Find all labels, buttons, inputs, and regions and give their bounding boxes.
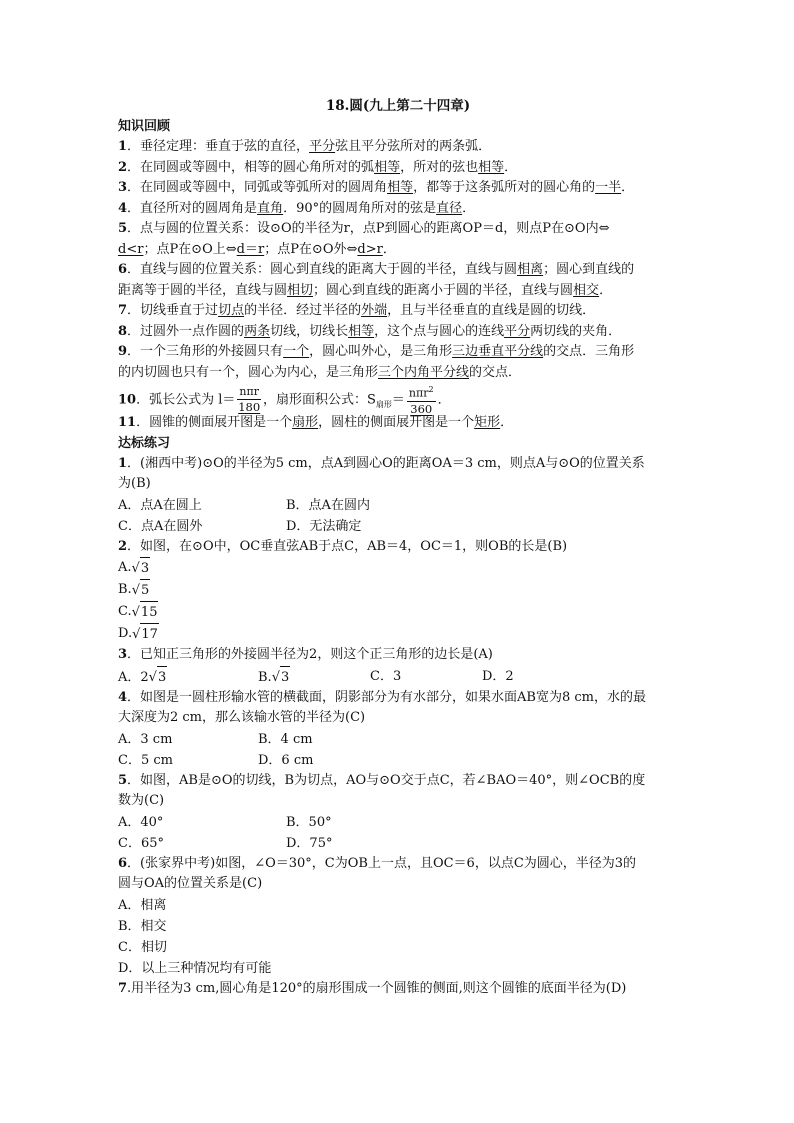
review-item-11 <box>118 413 678 434</box>
question-5 <box>118 771 678 812</box>
radicand: 3 <box>280 666 290 688</box>
option-label: B. <box>118 582 132 597</box>
item-text: ，圆心叫外心，是三角形 <box>309 344 453 359</box>
item-number: 10 <box>118 392 137 408</box>
review-item-5 <box>118 219 678 260</box>
item-text: 的半径．经过半径的 <box>244 303 362 318</box>
question-text: 圆与OA的位置关系是(C) <box>118 876 263 891</box>
fraction-numerator: nπr <box>239 384 259 398</box>
answer-blank: 平分 <box>309 139 336 154</box>
item-text: ；点P在⊙O外⇔ <box>264 241 358 257</box>
question-number: 1 <box>118 455 128 471</box>
item-number: 8 <box>118 323 128 339</box>
item-text: 的交点．三角形 <box>543 344 635 359</box>
answer-blank: 直角 <box>257 200 284 216</box>
question-6 <box>118 854 678 895</box>
sector-area-fraction <box>407 383 436 417</box>
sqrt-expression: √3 <box>149 666 168 688</box>
item-number: 5 <box>118 221 128 236</box>
item-text: ．点与圆的位置关系：设⊙O的半径为r，点P到圆心的距离OP＝d，则点P在⊙O内⇔ <box>127 221 610 236</box>
item-text: 的内切圆也只有一个，圆心为内心，是三角形 <box>118 364 379 380</box>
sector-subscript: 扇形 <box>375 399 392 409</box>
question-2-option-b <box>118 579 678 601</box>
option-label: A．2 <box>118 669 149 685</box>
item-text: 距离等于圆的半径，直线与圆 <box>118 282 288 298</box>
question-number: 3 <box>118 647 128 662</box>
option-c: C．相切 <box>118 939 167 955</box>
item-text: ，圆柱的侧面展开图是一个 <box>318 415 475 430</box>
answer-blank: 三个内角平分线 <box>378 364 470 380</box>
sqrt-expression: √3 <box>272 666 291 688</box>
question-text: ．已知正三角形的外接圆半径为2，则这个正三角形的边长是(A) <box>127 647 493 662</box>
option-label: A. <box>118 560 132 575</box>
option-c: C．65° <box>118 835 164 851</box>
option-b: B．相交 <box>118 918 167 934</box>
option-label: B. <box>258 669 272 685</box>
item-text: ．直线与圆的位置关系：圆心到直线的距离大于圆的半径，直线与圆 <box>127 262 518 277</box>
question-number: 2 <box>118 538 128 554</box>
question-2-option-d <box>118 623 678 645</box>
answer-blank: 三边垂直平分线 <box>452 344 544 359</box>
item-text: ＝ <box>391 392 405 408</box>
option-d: D．无法确定 <box>286 518 362 534</box>
question-2-option-a <box>118 557 678 579</box>
answer-blank: 切点 <box>218 303 245 318</box>
item-number: 1 <box>118 139 128 154</box>
review-item-1 <box>118 137 678 158</box>
item-text: 弦且平分弦所对的两条弧． <box>335 139 492 154</box>
item-text: ．一个三角形的外接圆只有 <box>127 344 284 359</box>
item-text: 的交点． <box>469 364 522 380</box>
review-item-8 <box>118 322 678 343</box>
question-number: 7 <box>118 980 128 996</box>
item-text: ． <box>599 282 613 298</box>
question-number: 4 <box>118 689 128 705</box>
review-item-6 <box>118 260 678 301</box>
item-number: 4 <box>118 200 128 216</box>
option-b: B．50° <box>286 814 332 830</box>
item-text: ． <box>621 180 635 195</box>
option-a <box>118 666 258 688</box>
option-d: D．6 cm <box>258 752 314 768</box>
item-text: ． <box>500 415 514 430</box>
item-text: ，且与半径垂直的直线是圆的切线． <box>387 303 596 318</box>
sqrt-expression: √17 <box>132 623 159 645</box>
option-c: C．5 cm <box>118 752 173 768</box>
option-c: C．3 <box>370 668 402 684</box>
question-2-option-c <box>118 601 678 623</box>
review-item-10 <box>118 383 678 416</box>
answer-blank: 扇形 <box>292 415 319 430</box>
radicand: 3 <box>140 557 150 579</box>
item-text: ．弧长公式为 l＝ <box>136 392 236 408</box>
item-text: ．直径所对的圆周角是 <box>127 200 258 216</box>
option-label: D. <box>118 626 133 641</box>
item-text: 两切线的夹角． <box>530 323 622 339</box>
answer-blank: 相切 <box>287 282 314 298</box>
option-a: A．3 cm <box>118 731 173 747</box>
item-text: ，都等于这条弧所对的圆心角的 <box>413 180 596 195</box>
answer-blank: 相等 <box>348 323 375 339</box>
item-number: 3 <box>118 180 128 195</box>
item-text: ．切线垂直于过 <box>127 303 219 318</box>
question-number: 5 <box>118 772 128 788</box>
answer-blank: 相交 <box>573 282 600 298</box>
sqrt-expression: √5 <box>132 579 151 601</box>
option-b <box>258 666 370 688</box>
item-text: ．90°的圆周角所对的弦是 <box>283 200 437 216</box>
item-text: ． <box>504 159 518 175</box>
answer-blank: 两条 <box>244 323 271 339</box>
item-text: ．垂径定理：垂直于弦的直径， <box>127 139 310 154</box>
option-d: D．2 <box>482 668 514 684</box>
question-text: ．如图是一圆柱形输水管的横截面，阴影部分为有水部分，如果水面AB宽为8 cm，水的最 <box>127 689 647 705</box>
answer-blank: 一个 <box>283 344 310 359</box>
option-label: C. <box>118 604 132 619</box>
arc-length-fraction <box>237 385 261 415</box>
answer-blank: 矩形 <box>474 415 501 430</box>
question-number: 6 <box>118 855 128 871</box>
question-1-options-row2 <box>118 516 678 537</box>
option-c: C．点A在圆外 <box>118 518 203 534</box>
item-text: ．过圆外一点作圆的 <box>127 323 245 339</box>
question-6-option-a <box>118 895 678 916</box>
answer-blank: d<r <box>118 241 144 257</box>
radicand: 15 <box>140 601 159 623</box>
question-text: 大深度为2 cm，那么该输水管的半径为(C) <box>118 710 366 725</box>
answer-blank: 相等 <box>374 159 401 175</box>
answer-blank: d＝r <box>236 241 265 257</box>
question-text: 数为(C) <box>118 793 165 808</box>
question-text: 为(B) <box>118 476 151 491</box>
question-1 <box>118 454 678 495</box>
item-text: ，所对的弦也 <box>400 159 479 175</box>
question-7 <box>118 979 678 1000</box>
option-d: D．75° <box>286 835 333 851</box>
item-text: ．在同圆或等圆中，相等的圆心角所对的弧 <box>127 159 375 175</box>
question-text: .用半径为3 cm,圆心角是120°的扇形围成一个圆锥的侧面,则这个圆锥的底面半径为(D) <box>127 980 627 996</box>
page-title: 18.圆(九上第二十四章) <box>325 98 471 114</box>
item-text: ，这个点与圆心的连线 <box>374 323 505 339</box>
review-item-9 <box>118 342 678 383</box>
item-text: ；圆心到直线的距离小于圆的半径，直线与圆 <box>313 282 574 298</box>
item-text: ． <box>437 392 451 408</box>
exponent: 2 <box>428 385 434 394</box>
item-text: 切线，切线长 <box>270 323 349 339</box>
question-1-options-row1 <box>118 495 678 516</box>
question-text: ．(湘西中考)⊙O的半径为5 cm，点A到圆心O的距离OA＝3 cm，则点A与⊙O的位置关系 <box>127 455 645 471</box>
practice-heading: 达标练习 <box>118 435 171 451</box>
item-text: ；圆心到直线的 <box>543 262 635 277</box>
item-number: 7 <box>118 303 128 318</box>
answer-blank: 相等 <box>478 159 505 175</box>
answer-blank: 直径 <box>436 200 463 216</box>
question-5-options-row2 <box>118 833 678 854</box>
option-b: B．点A在圆内 <box>286 497 370 513</box>
numerator-text: nπr <box>408 386 429 400</box>
question-5-options-row1 <box>118 812 678 833</box>
option-d: D．以上三种情况均有可能 <box>118 960 272 976</box>
option-a: A．相离 <box>118 897 167 913</box>
option-a: A．点A在圆上 <box>118 497 202 513</box>
question-text: ．如图，在⊙O中，OC垂直弦AB于点C，AB＝4，OC＝1，则OB的长是(B) <box>127 538 568 554</box>
item-text: ． <box>382 241 396 257</box>
fraction-numerator <box>407 383 436 402</box>
answer-blank: d>r <box>357 241 383 257</box>
review-item-4 <box>118 199 678 220</box>
question-2 <box>118 537 678 558</box>
question-4 <box>118 688 678 729</box>
item-text: ；点P在⊙O上⇔ <box>143 241 237 257</box>
answer-blank: 相离 <box>517 262 544 277</box>
option-b: B．4 cm <box>258 731 313 747</box>
question-3-options <box>118 666 678 688</box>
item-text: ．在同圆或等圆中，同弧或等弧所对的圆周角 <box>127 180 388 195</box>
radicand: 3 <box>157 666 167 688</box>
review-heading: 知识回顾 <box>118 119 171 134</box>
item-number: 2 <box>118 159 128 175</box>
sqrt-expression: √15 <box>132 601 159 623</box>
question-3 <box>118 645 678 666</box>
question-4-options-row1 <box>118 729 678 750</box>
option-a: A．40° <box>118 814 164 830</box>
worksheet-page <box>118 96 678 999</box>
fraction-denominator: 180 <box>238 399 261 414</box>
answer-blank: 平分 <box>504 323 531 339</box>
answer-blank: 一半 <box>595 180 622 195</box>
answer-blank: 相等 <box>387 180 414 195</box>
radicand: 17 <box>140 623 159 645</box>
sqrt-expression: √3 <box>132 557 151 579</box>
item-text: ，扇形面积公式：S <box>262 392 376 408</box>
item-text: ． <box>462 200 476 216</box>
question-6-option-c <box>118 937 678 958</box>
question-6-option-b <box>118 916 678 937</box>
item-number: 6 <box>118 262 128 277</box>
question-text: ．如图，AB是⊙O的切线，B为切点，AO与⊙O交于点C，若∠BAO＝40°，则∠OCB的度 <box>127 772 646 788</box>
item-number: 9 <box>118 344 128 359</box>
answer-blank: 外端 <box>361 303 388 318</box>
item-number: 11 <box>118 415 137 430</box>
question-text: ．(张家界中考)如图，∠O＝30°，C为OB上一点，且OC＝6，以点C为圆心，半径为3的 <box>127 855 637 871</box>
review-item-3 <box>118 178 678 199</box>
review-item-7 <box>118 301 678 322</box>
review-item-2 <box>118 158 678 179</box>
question-4-options-row2 <box>118 750 678 771</box>
item-text: ．圆锥的侧面展开图是一个 <box>136 415 293 430</box>
question-6-option-d <box>118 958 678 979</box>
radicand: 5 <box>140 579 150 601</box>
fraction-denominator: 360 <box>410 401 433 416</box>
